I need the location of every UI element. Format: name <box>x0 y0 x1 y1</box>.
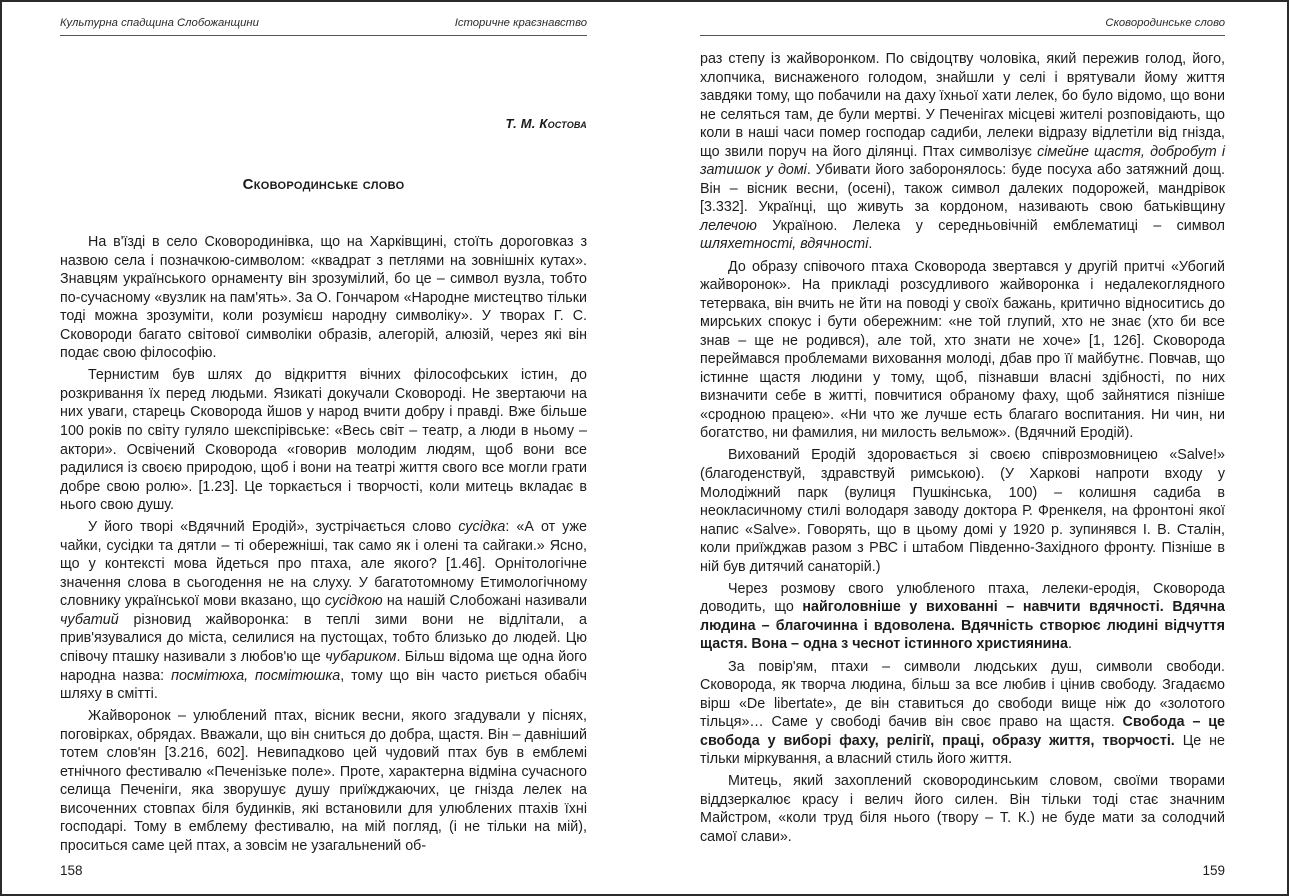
paragraph <box>60 518 587 703</box>
article-body <box>60 233 587 859</box>
text-run: . <box>868 236 873 253</box>
text-run: На в'їзді в село Сковородинівка, що на Харківщині, стоїть дороговказ з назвою села і позначкою-символом: «квадрат з петлями на зовнішніх кутах». Знавцям українського орнаменту він зрозумілий, бо це – символ вузла, тобто по-сучасному «вузлик на пам'ять». За О. Гончаром «Народне мистецтво тільки тоді можна зрозуміти, коли розумієш народну символіку». У творах Г. С. Сковороди багато світової символіки образів, алегорій, алюзій, через які він подає свою філософію. <box>60 234 587 362</box>
paragraph <box>60 707 587 855</box>
article-body <box>700 50 1225 850</box>
running-head-article-title: Сковородинське слово <box>1105 17 1225 29</box>
text-run: : «А от уже чайки, сусідки та дятли – ті обережніші, так само як і олені та сайгаки.» Ясно, що у контексті мова йдеться про птаха, але якого? [1.46]. Орнітологічне значення слова в сьогодення не на слуху. У багатотомному Етимологічному словнику української мови вказано, що <box>60 519 587 610</box>
left-page <box>60 2 587 894</box>
italic-text: чубатий <box>60 611 119 628</box>
italic-text: сусідка <box>458 519 506 536</box>
text-run: , тому що він часто риється обабіч шляху в смітті. <box>60 667 588 703</box>
paragraph <box>700 580 1225 654</box>
text-run: . Убивати його заборонялось: буде посуха або затяжний дощ. Він – вісник весни, (осені), також символ далеких подорожей, мандрівок [3.332]. Українці, що живуть за кордоном, називають свою батьківщину <box>700 162 1225 216</box>
italic-text: сусідкою <box>324 593 383 610</box>
text-run: Жайворонок – улюблений птах, вісник весни, якого згадували у піснях, поговірках, обрядах. Вважали, що він сниться до добра, щастя. Він – давніший тотем слов'ян [3.216, 602]. Невипадково цей чудовий птах був в емблемі етнічного фестивалю «Печенізьке поле». Проте, характерна відміна сучасного селища Печеніги, яка зворушує душу приїжджаючих, це гнізда лелек на височенних стовпах біля будинків, які встановили для улюблених птахів їхні господарі. Тому в емблему фестивалю, на мій погляд, (і не тільки на мій), проситься саме цей птах, а зовсім не узагальнений об- <box>60 708 587 854</box>
paragraph <box>700 258 1225 443</box>
bold-text: найголовніше у вихованні – навчити вдячності. Вдячна людина – благочинна і вдоволена. Вдячність створює людині відчуття щастя. Вона – одна з чеснот істинного християнина <box>700 599 1225 653</box>
bold-text: Свобода – це свобода у виборі фаху, релігії, праці, образу життя, творчості. <box>700 714 1225 749</box>
paragraph <box>700 50 1225 254</box>
text-run: Це не тільки міркування, а власний стиль його життя. <box>700 732 1225 768</box>
text-run: Тернистим був шлях до відкриття вічних філософських істин, до розкривання їх перед людьми. Язикаті докучали Сковороді. Не звертаючи на них уваги, старець Сковорода йшов у народ вчити добру і правді. Вже більше 100 років по світу гуляло шекспірівське: «Весь світ – театр, а люди в ньому – актори». Освічений Сковорода «говорив молодим людям, щоб вони все радилися із своєю природою, щоб і вони на театрі життя свого все могли грати добре свою ролю». [1.23]. Це торкається і творчості, коли митець вкладає в нього свою душу. <box>60 367 587 514</box>
text-run: Вихований Еродій здоровається зі своєю співрозмовницею «Salve!» (благоденствуй, здравствуй римською). (У Харкові напроти входу у Молодіжний парк (вулиця Пушкінська, 100) – колишня садиба в неокласичному стилі володаря заводу доктора Р. Френкеля, на фронтоні якої напис «Salve». Говорять, що в цьому домі у 1920 р. зупинявся І. В. Сталін, коли приїжджав разом з РВС і штабом Південно-Західного фронту. Пізніше в ній був дитячий санаторій.) <box>700 447 1225 575</box>
italic-text: посмітюха, посмітюшка <box>171 667 341 684</box>
paragraph <box>60 366 587 514</box>
italic-text: чубариком <box>325 649 397 666</box>
text-run: . <box>1067 636 1072 653</box>
running-head <box>60 17 587 36</box>
running-head-section: Історичне краєзнавство <box>454 17 587 29</box>
page-number: 159 <box>1202 863 1225 878</box>
running-head <box>700 17 1225 36</box>
italic-text: шляхетності, вдячності <box>700 236 869 253</box>
italic-text: сімейне щастя, добробут і затишок у домі <box>700 143 1225 179</box>
running-head-collection: Культурна спадщина Слобожанщини <box>60 17 259 29</box>
paragraph <box>700 658 1225 769</box>
page-number: 158 <box>60 863 83 878</box>
paragraph <box>60 233 587 363</box>
text-run: Через розмову свого улюбленого птаха, лелеки-еродія, Сковорода доводить, що <box>700 580 1225 616</box>
paragraph <box>700 772 1225 846</box>
text-run: . Більш відома ще одна його народна назва: <box>60 649 588 684</box>
text-run: різновид жайворонка: в теплі зими вони не відлітали, а прив'язувалися до міста, селилися на пустощах, тобто близько до людей. Цю співочу пташку називали з любов'ю ще <box>60 611 587 666</box>
text-run: раз степу із жайворонком. По свідоцтву чоловіка, який пережив голод, його, хлопчика, виснаженого голодом, знайшли у селі і врятували йому життя завдяки тому, що побачили на даху їхньої хати лелек, бо було відомо, що вони не селяться там, де були мертві. У Печенігах місцеві жителі розповідають, що коли в наші часи помер господар садиби, лелеки відразу відлетіли від гнізда, що звили поруч на його ділянці. Птах символізує <box>700 51 1225 160</box>
text-run: Україною. Лелека у середньовічній емблематиці – символ <box>756 217 1225 234</box>
text-run: У його творі «Вдячний Еродій», зустрічається слово <box>88 519 459 536</box>
text-run: Митець, який захоплений сковородинським словом, своїми творами віддзеркалює красу і велич його силен. Він тільки тоді стає значним Майстром, «коли труд біля нього (твору – Т. К.) не буде мати за солодчий самої слави». <box>700 773 1225 845</box>
article-author: Т. М. Костова <box>505 116 587 131</box>
paragraph <box>700 446 1225 576</box>
text-run: За повір'ям, птахи – символи людських душ, символи свободи. Сковорода, як творча людина, більш за все любив і цінив свободу. Згадаємо вірш «De libertate», де він ставиться до свободи вище ніж до «золотого тільця»… Саме у свободі бачив він своє право на щастя. <box>700 658 1225 731</box>
italic-text: лелечою <box>700 217 757 234</box>
right-page <box>700 2 1225 894</box>
text-run: До образу співочого птаха Сковорода звертався у другій притчі «Убогий жайворонок». На прикладі розсудливого жайворонка і недалекоглядного тетервака, він вчить не йти на поводі у своїх бажань, критично відноситись до мирських спокус і бути обережним: «не той глупий, хто не знає (хто би все знав – ще не родився), але той, хто знати не хоче» [1, 126]. Сковорода переймався проблемами виховання молоді, дбав про її майбутнє. Повчав, що істинне щастя людини у тому, щоб, пізнавши власні здібності, по них визначити себе в житті, повчитися обраному фаху, щоб зайнятися пізніше «сродною працею». «Ни что же лучше есть благаго воспитания. Ни чин, ни богатство, ни фамилия, ни милость вельмож». (Вдячний Еродій). <box>700 258 1225 442</box>
article-title: Сковородинське слово <box>242 176 405 193</box>
text-run: на нашій Слобожані називали <box>382 593 587 610</box>
